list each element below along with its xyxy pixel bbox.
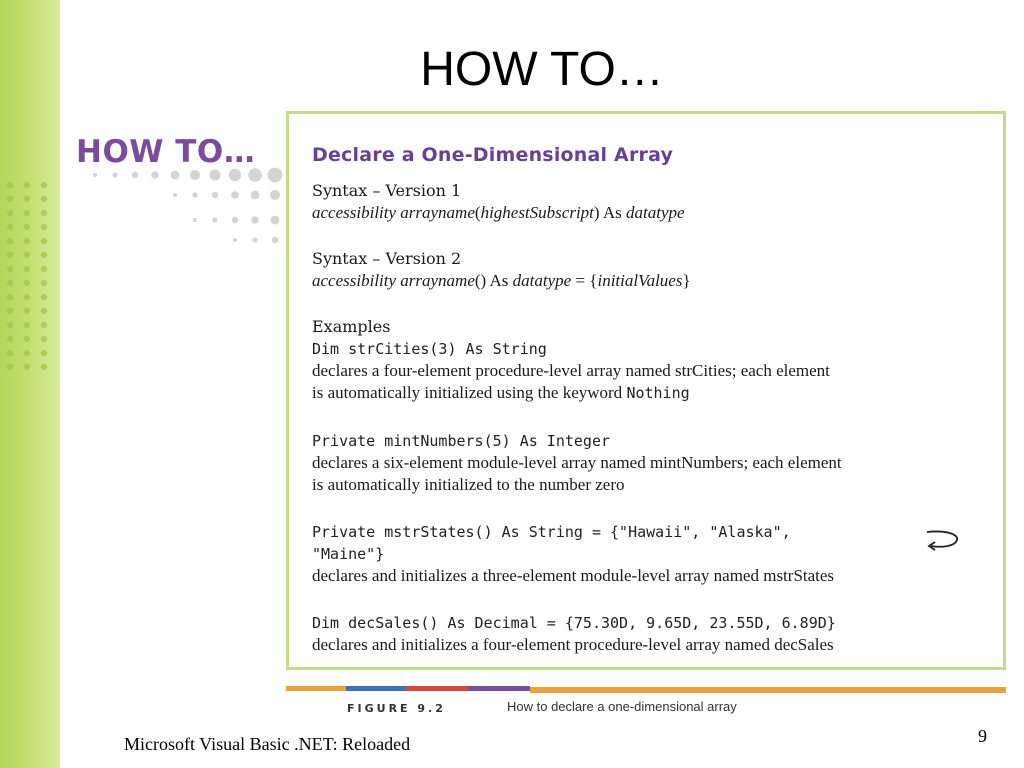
example-4-desc: declares and initializes a four-element procedure-level array named decSales — [312, 635, 834, 654]
syntax-2-part: () As — [474, 271, 513, 290]
decorative-dot — [7, 266, 13, 272]
decorative-dot — [41, 350, 47, 356]
decorative-dot — [251, 191, 260, 200]
decorative-dot — [248, 168, 262, 182]
decorative-dot — [41, 266, 47, 272]
figure-number: FIGURE 9.2 — [347, 702, 446, 715]
example-3-desc: declares and initializes a three-element module-level array named mstrStates — [312, 566, 835, 585]
decorative-dot — [41, 364, 47, 370]
decorative-dot — [232, 217, 238, 223]
example-3-code-line2: "Maine"} — [312, 545, 385, 563]
example-2 — [312, 430, 842, 496]
decorative-dot — [112, 172, 117, 177]
decorative-dot — [229, 169, 241, 181]
example-1-desc: declares a four-element procedure-level array named strCities; each element — [312, 361, 830, 380]
decorative-dot — [24, 350, 30, 356]
example-1-code: Dim strCities(3) As String — [312, 340, 547, 358]
decorative-dot — [24, 308, 30, 314]
example-1-desc-text: is automatically initialized using the keyword — [312, 383, 627, 402]
decorative-dot — [271, 216, 280, 225]
decorative-dot — [7, 196, 13, 202]
decorative-dot — [24, 182, 30, 188]
decorative-dot — [192, 192, 197, 197]
syntax-1-part: ( — [474, 203, 481, 222]
example-1-desc-line2 — [312, 382, 830, 404]
decorative-dot — [7, 336, 13, 342]
syntax-2-part: datatype — [512, 271, 572, 290]
decorative-dot — [7, 364, 13, 370]
decorative-dot — [7, 238, 13, 244]
decorative-dot — [24, 364, 30, 370]
slide-title: HOW TO… — [420, 43, 664, 96]
decorative-dot — [24, 252, 30, 258]
syntax-2-part: = { — [571, 271, 598, 290]
decorative-dot — [272, 237, 278, 243]
decorative-dot — [41, 196, 47, 202]
decorative-dot — [7, 280, 13, 286]
example-2-desc: declares a six-element module-level array named mintNumbers; each element — [312, 453, 842, 472]
decorative-dot — [7, 308, 13, 314]
decorative-dot — [41, 322, 47, 328]
decorative-dot — [190, 170, 200, 180]
decorative-dot — [151, 171, 159, 179]
decorative-dot — [24, 336, 30, 342]
decorative-dot — [24, 224, 30, 230]
decorative-dot — [7, 210, 13, 216]
decorative-dot — [268, 168, 283, 183]
decorative-dot — [24, 280, 30, 286]
syntax-2-label: Syntax – Version 2 — [312, 249, 462, 268]
decorative-dot — [7, 182, 13, 188]
decorative-dot-pattern — [0, 165, 290, 465]
decorative-dot — [41, 224, 47, 230]
decorative-dot — [41, 280, 47, 286]
decorative-dot — [233, 238, 237, 242]
decorative-dot — [212, 192, 218, 198]
figure-title: Declare a One-Dimensional Array — [312, 144, 674, 166]
decorative-dot — [251, 216, 259, 224]
decorative-dot — [41, 238, 47, 244]
decorative-dot — [7, 224, 13, 230]
example-1-keyword: Nothing — [626, 384, 690, 402]
decorative-dot — [41, 294, 47, 300]
decorative-dot — [270, 190, 280, 200]
decorative-dot — [24, 238, 30, 244]
decorative-dot — [24, 266, 30, 272]
figure-howto-heading: HOW TO… — [76, 134, 256, 170]
decorative-dot — [24, 210, 30, 216]
decorative-dot — [24, 294, 30, 300]
example-3 — [312, 521, 834, 587]
decorative-dot — [41, 210, 47, 216]
syntax-1-part: ) As — [593, 203, 627, 222]
syntax-1-line — [312, 202, 685, 224]
syntax-2-part: accessibility arrayname — [312, 271, 475, 290]
syntax-2-part: initialValues — [597, 271, 683, 290]
syntax-2-line — [312, 270, 691, 292]
decorative-dot — [193, 218, 197, 222]
decorative-dot — [7, 322, 13, 328]
decorative-dot — [24, 196, 30, 202]
decorative-dot — [173, 193, 177, 197]
decorative-dot — [252, 237, 257, 242]
decorative-dot — [212, 217, 217, 222]
decorative-dot — [41, 336, 47, 342]
example-4-code: Dim decSales() As Decimal = {75.30D, 9.65D, 23.55D, 6.89D} — [312, 614, 836, 632]
decorative-dot — [132, 172, 138, 178]
page-number: 9 — [978, 726, 987, 746]
decorative-dot — [41, 252, 47, 258]
decorative-dot — [7, 252, 13, 258]
example-1 — [312, 316, 830, 404]
decorative-dot — [24, 322, 30, 328]
syntax-2-part: } — [682, 271, 691, 290]
example-3-code: Private mstrStates() As String = {"Hawaii", "Alaska", — [312, 523, 791, 541]
example-4 — [312, 612, 836, 656]
decorative-dot — [41, 182, 47, 188]
decorative-dot — [7, 350, 13, 356]
decorative-dot — [93, 173, 97, 177]
slide-footer: Microsoft Visual Basic .NET: Reloaded — [124, 734, 411, 754]
syntax-1-part: datatype — [626, 203, 685, 222]
example-2-desc-line2: is automatically initialized to the number zero — [312, 475, 625, 494]
examples-label: Examples — [312, 317, 391, 336]
syntax-1-part: highestSubscript — [480, 203, 594, 222]
decorative-dot — [7, 294, 13, 300]
syntax-1-label: Syntax – Version 1 — [312, 181, 462, 200]
example-2-code: Private mintNumbers(5) As Integer — [312, 432, 611, 450]
decorative-dot — [171, 171, 180, 180]
decorative-dot — [231, 191, 239, 199]
line-continuation-arrow-icon — [925, 528, 961, 554]
syntax-version-1 — [312, 180, 685, 224]
decorative-dot — [209, 169, 220, 180]
figure-caption: How to declare a one-dimensional array — [507, 699, 737, 714]
syntax-version-2 — [312, 248, 691, 292]
decorative-dot — [41, 308, 47, 314]
syntax-1-part: accessibility arrayname — [312, 203, 475, 222]
